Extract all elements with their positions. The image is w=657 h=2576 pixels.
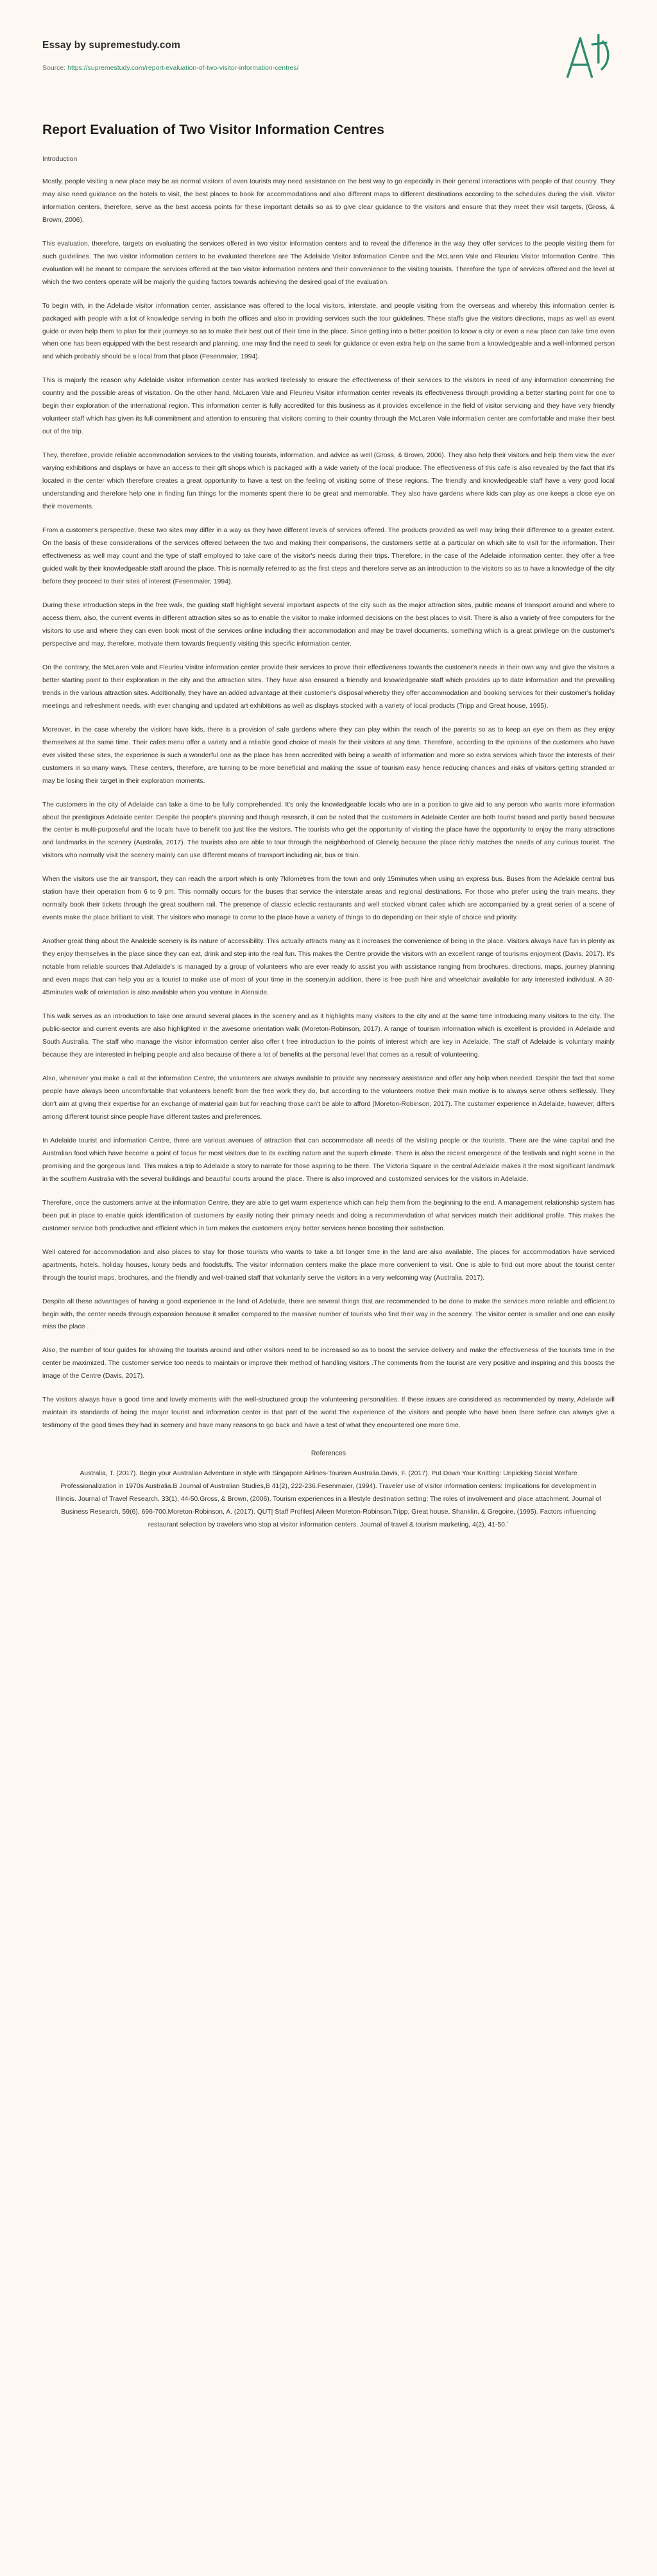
paragraph: This is majorly the reason why Adelaide visitor information center has worked tirelessly to ensure the effectiveness of their services to the visitors in need of any information concerning the country and the possible areas of visitation. On the other hand, McLaren Vale and Fleurieu Visitor information center reveals its effectiveness through providing a better starting point for one to begin their exploration of the international region. This information center is fully accredited for this business as it provides excellence in the field of visitor servicing and they have very friendly volunteer staff which has given its full commitment and attention to ensuring that visitors coming to their country through the McLaren Vale information center are comfortable and make their best out of the trip.: [42, 377, 615, 436]
paragraph: Mostly, people visiting a new place may be as normal visitors of even tourists may need assistance on the best way to go especially in their general interactions with people of that country. They may also need guidance on the hotels to visit, the best places to book for accommodations and also different maps to different destinations according to the schedules during the visit. Visitor information centers, therefore, serve as the best access points for these important details so as to give clear guidance to the visitors and ensure that they meet their visit targets, (Gross, & Brown, 2006).: [42, 178, 615, 224]
paragraph: In Adelaide tourist and information Centre, there are various avenues of attraction that can accommodate all needs of the visiting people or the tourists. There are the wine capital and the Australian food which have become a point of focus for most visitors due to its exciting nature and the superb climate. There is also the recent emergence of the festivals and night scene in the promising and the gorgeous land. This makes a trip to Adelaide a story to narrate for those aspiring to be there. The Victoria Square in the central Adelaide makes it the most significant landmark in the southern Australia with the several buildings and beautiful courts around the place. There is also improved and customized services for the visitors in Adelaide.: [42, 1137, 615, 1183]
paragraph: When the visitors use the air transport, they can reach the airport which is only 7kilometres from the town and only 15minutes when using an express bus. Buses from the Adelaide central bus station have their operation from 6 to 9 pm. This normally occurs for the buses that service the interstate areas and regional destinations. For those who prefer using the train means, they normally book their tickets through the great southern rail. The presence of classic eclectic restaurants and well stocked vibrant cafes which are accompanied by a great series of a scene of events make the place brilliant to visit. The visitors who manage to come to the place have a variety of things to do depending on their style of choice and priority.: [42, 876, 615, 922]
section-heading-introduction: Introduction: [42, 156, 78, 163]
paragraph: To begin with, in the Adelaide visitor information center, assistance was offered to the local visitors, interstate, and people visiting from the overseas and whereby this information center is packaged with people with a lot of knowledge serving in both the offices and also in providing services such the tour guidelines. These staffs give the visitors directions, maps as well as event guide or even help them to plan for their journeys so as to make their best out of their time in the place. Since getting into a better position to know a city or even a new place can take time even when one has been equipped with the best research and planning, one may find the need to seek for guidance or even extra help on the same from a knowledgeable and a well-informed person and which probably should be a local from that place (Fesenmaier, 1994).: [42, 302, 615, 361]
document-body: [0, 122, 657, 1550]
paragraph: From a customer's perspective, these two sites may differ in a way as they have different levels of services offered. The products provided as well may bring their difference to a greater extent. On the basis of these considerations of the services offered between the two and making their comparisons, the customers settle at a particular on which site to visit for the information. Their effectiveness as well may count and the type of staff employed to take care of the visitor's needs during their trips. Therefore, in the case of the Adelaide information center, they offer a free guided walk by their knowledgeable staff around the place. This is normally referred to as the first steps and therefore serve as an introduction to the visitors so as to have a knowledge of the city before they proceed to their sites of interest (Fesenmaier, 1994).: [42, 527, 615, 585]
page-title: Report Evaluation of Two Visitor Information Centres: [42, 122, 384, 137]
references-heading: References: [311, 1450, 346, 1458]
paragraph: The visitors always have a good time and lovely moments with the well-structured group the volunteering personalities. If these issues are considered as recommended by many, Adelaide will maintain its standards of being the major tourist and information center in that part of the world.The experience of the visitors and people who have been there before can always give a testimony of the good times they had in scenery and have many reasons to go back and have a test of what they encountered one more time.: [42, 1396, 615, 1430]
paragraph: This evaluation, therefore, targets on evaluating the services offered in two visitor information centers and to reveal the difference in the way they offer services to the people visiting them for such guidelines. The two visitor information centers to be evaluated therefore are The Adelaide Visitor Information Centre and the McLaren Vale and Fleurieu Visitor Information Centre. This evaluation will be meant to compare the services offered at the two visitor information centers and their convenience to the visiting tourists. Therefore the type of services offered and the level at which the two centers operate will be majorly the guiding factors towards achieving the desired goal of the evaluation.: [42, 240, 615, 286]
a-plus-logo-icon: [562, 29, 617, 85]
paragraph: This walk serves as an introduction to take one around several places in the scenery and as it highlights many visitors to the city and at the same time introducing many visitors to the city. The public-sector and current events are also highlighted in the awesome orientation walk (Moreton-Robinson, 2017). A range of tourism information which is excellent is provided in Adelaide and South Australia. The staff who manage the visitor information center also offer t free introduction to the points of interest which are key in Adelaide. The staff of Adelaide is voluntary mainly because they are interested in helping people and also because of there a lot of benefits at the personal level that comes as a result of volunteering.: [42, 1013, 615, 1058]
site-header: [0, 0, 657, 96]
references-list: Australia, T. (2017). Begin your Australian Adventure in style with Singapore Airlines-Tourism Australia.Davis, F. (2017). Put Down Your Knitting: Unpicking Social Welfare Professionalization in 1970s Australia.B Journal of Australian Studies,B 41(2), 222-236.Fesenmaier, (1994). Traveler use of visitor information centers: Implications for development in Illinois. Journal of Travel Research, 33(1), 44-50.Gross, & Brown, (2006). Tourism experiences in a lifestyle destination setting: The roles of involvement and place attachment. Journal of Business Research, 59(6), 696-700.Moreton-Robinson, A. (2017). QUT| Staff Profiles| Aileen Moreton-Robinson.Tripp, Great house, Shanklin, & Gregoire, (1995). Factors influencing restaurant selection by travelers who stop at visitor information centers. Journal of travel & tourism marketing, 4(2), 41-50.`: [56, 1470, 601, 1529]
paragraph: Despite all these advantages of having a good experience in the land of Adelaide, there are several things that are recommended to be done to make the services more reliable and efficient.to begin with, the center needs through expansion because it smaller compared to the massive number of tourists who find their way in the scenery. The visitor center is smaller and one can easily miss the place .: [42, 1298, 615, 1331]
paragraph: Also, the number of tour guides for showing the tourists around and other visitors need to be increased so as to boost the service delivery and make the effectiveness of the tourists time in the center be maximized. The customer service too needs to maintain or improve their method of handling visitors .The comments from the tourist are very positive and inspiring and this boosts the image of the Centre (Davis, 2017).: [42, 1347, 615, 1380]
source-url-link[interactable]: https://supremestudy.com/report-evaluation-of-two-visitor-information-centres/: [67, 63, 299, 72]
source-label: Source:: [42, 63, 66, 72]
paragraph: Well catered for accommodation and also places to stay for those tourists who wants to take a bit longer time in the land are also available. The places for accommodation have serviced apartments, hotels, holiday houses, luxury beds and foodstuffs. The visitor information centers make the place more convenient to visit. One is able to find out more about the tourist center through the tourist maps, brochures, and the friendly and well-trained staff that voluntarily serve the visitors in a very welcoming way (Australia, 2017).: [42, 1248, 615, 1282]
paragraph: During these introduction steps in the free walk, the guiding staff highlight several important aspects of the city such as the major attraction sites, public means of transport around and where to access them, also, the current events in different attraction sites so as to enable the visitor to make informed decisions on the best places to visit. There is also a variety of free computers for the visitors to use and where they can even book most of the services online including their accommodation and may be travel documents, something which is a great privilege on the customer's perspective and may, therefore, motivate them towards frequently visiting this specific information center.: [42, 601, 615, 648]
paragraph: Also, whenever you make a call at the information Centre, the volunteers are always available to provide any necessary assistance and offer any help when needed. Despite the fact that some people have always been uncomfortable that volunteers benefit from the free work they do, but according to the volunteers motive their main motive is to always serve others selflessly. They don't aim at giving their expertise for an exchange of material gain but for reaching those can't be able to afford (Moreton-Robinson, 2017). The customer experience in Adelaide, however, differs among different tourist since people have different tastes and preferences.: [42, 1075, 615, 1121]
paragraph: Moreover, in the case whereby the visitors have kids, there is a provision of safe gardens where they can play within the reach of the parents so as to keep an eye on them as they enjoy themselves at the same time. Their cafes menu offer a variety and a reliable good choice of meals for their visitors at any time. Therefore, according to the opinions of the customers who have ever visited these sites, the experience is such a wonderful one as the place has been accredited with being a wealth of information and more so extra services which favor the interests of their customers in so many ways. These centers, therefore, are turning to be more beneficial and making the issue of tourism easy hence reducing chances and risks of visitors getting stranded or may be losing their target in their exploration moments.: [42, 726, 615, 785]
bottom-spacer: [42, 1535, 615, 1550]
paragraph: Another great thing about the Analeide scenery is its nature of accessibility. This actually attracts many as it increases the convenience of being in the place. Visitors always have fun in plenty as they enjoy themselves in the place since they can eat, drink and step into the real fun. This makes the Centre provide the visitors with an excellent range of tourisms enjoyment (Davis, 2017). It's notable from reliable sources that Adelaide's is managed by a group of volunteers who are ever ready to assist you with assistance ranging from brochures, directions, maps, journey planning and even maps that can help you as a tourist to make use of most of your time in the scenery.in addition, there is free push hire and wheelchair available for any interested individual. A 30-45minutes walk of orientation is also available when you venture in Alenaide.: [42, 938, 615, 997]
paragraph: Therefore, once the customers arrive at the information Centre, they are able to get warm experience which can help them from the beginning to the end. A management relationship system has been put in place to enable quick identification of customers by easily noting their primary needs and doing a recommendation of what services match their additional profile. This makes the customer service both productive and efficient which in turn makes the customers enjoy better services hence boosting their satisfaction.: [42, 1199, 615, 1232]
brand-title: Essay by supremestudy.com: [42, 40, 180, 51]
paragraph: The customers in the city of Adelaide can take a time to be fully comprehended. It's only the knowledgeable locals who are in a position to give aid to any person who wants more information about the prestigious Adelaide center. Despite the people's planning and though research, it can be noted that the customers in Adelaide Center are both tourist based and partly based because the center is multi-purposeful and the locals have to benefit too just like the visitors. The tourists who get the opportunity of visiting the place have the opportunity to enjoy the many attractions and landmarks in the scenery (Australia, 2017). The tourists also are able to tour through the neighborhood of Glenelg because the place richly matches the needs of any curious tourist. The visitors who normally visit the scenery mainly can use different means of transport including air, bus or train.: [42, 801, 615, 860]
paragraph: On the contrary, the McLaren Vale and Fleurieu Visitor information center provide their services to prove their effectiveness towards the customer's needs in their own way and give the visitors a better starting point to their exploration in the city and the attraction sites. They have also ensured a friendly and knowledgeable staff which provides up to date information and the prevailing trends in the various attraction sites. Additionally, they have an added advantage at their customer's disposal whereby they offer accommodation and booking services for their customer's holiday meetings and refreshment needs, with ever changing and updated art exhibitions as well as displays stocked with a variety of local products (Tripp and Great house, 1995).: [42, 664, 615, 710]
paragraph: They, therefore, provide reliable accommodation services to the visiting tourists, information, and advice as well (Gross, & Brown, 2006). They also help their visitors and help them view the ever varying exhibitions and displays or have an access to their gift shops which is packaged with a wide variety of the local produce. The effectiveness of this cafe is also revealed by the fact that it's located in the center which therefore creates a great opportunity to have a test on the feeling of visiting some of these regions. The friendly and knowledgeable staff have a very good local understanding and therefore help one in finding fun things for the moments spent there to be great and memorable. They also have gardens where kids can play as one keeps a close eye on their movements.: [42, 452, 615, 511]
source-line: [42, 64, 615, 73]
